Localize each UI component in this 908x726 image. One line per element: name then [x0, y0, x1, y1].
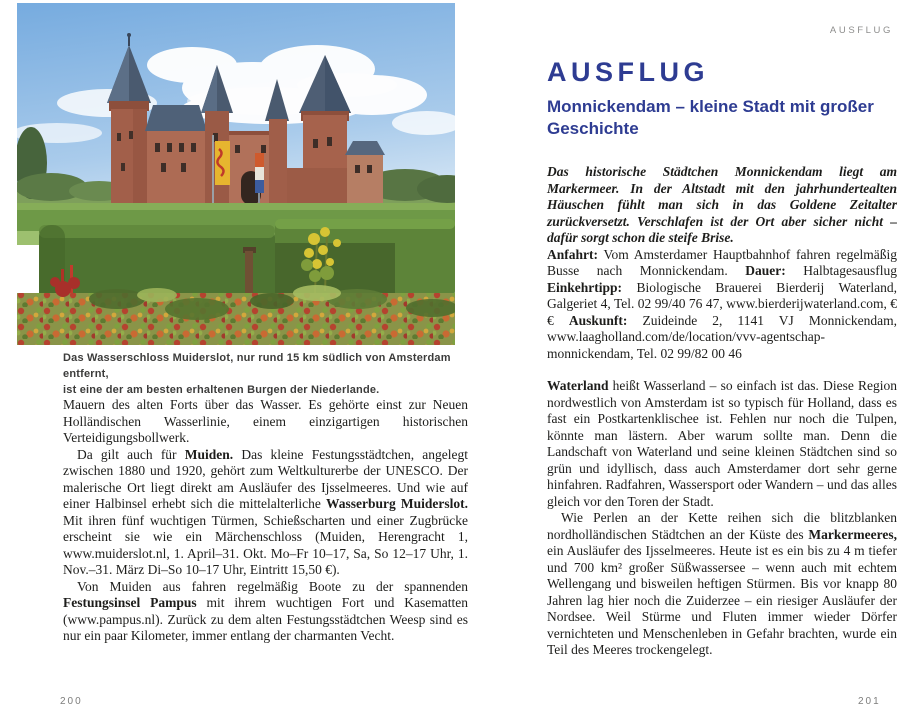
paragraph: Da gilt auch für Muiden. Das kleine Festungsstädtchen, angelegt zwischen 1880 und 1920, gehört zum Weltkulturerbe der UNESCO. Der malerische Ort liegt direkt am Ausläufer des Ijsselmeeres. Und wie auf einer Halbinsel erhebt sich die mittelalterliche Wasserburg Muiderslot. Mit ihren fünf wuchtigen Türmen, Schießscharten und einer Zugbrücke erscheint sie wie ein Märchenschloss (Muiden, Herengracht 1, www.muiderslot.nl, 1. April–31. Okt. Mo–Fr 10–17, Sa, So 12–17 Uhr, 1. Nov.–31. März Di–So 10–17 Uhr, Eintritt 15,50 €). [63, 446, 469, 577]
paragraph: Wie Perlen an der Kette reihen sich die blitzblanken nordholländischen Städtchen an der Küste des Markermeeres, ein Ausläufer des Ijsselmeeres. Heute ist es ein bis zu 4 m tiefer und 700 km² großer Süßwassersee – wenn auch mit echtem Wellengang und bisweilen heftigen Stürmen. Bis vor knapp 80 Jahren lag hier noch die Zuiderzee – ein riesiger Ausläufer der Nordsee. Weil Stürme und Fluten immer wieder Dörfer vernichteten und Menschenleben in Gefahr brachten, wurde ein Teil des Meeres trockengelegt. [547, 510, 897, 657]
page-number-left: 200 [60, 696, 83, 707]
info-block: Anfahrt: Vom Amsterdamer Hauptbahnhof fahren regelmäßig Busse nach Monnickendam. Dauer: Halbtagesausflug Einkehrtipp: Biologische Brauerei Bierderij Waterland, Galgeriet 4, Tel. 02 99/40 76 47, www.bierderijwaterland.com, €€ Auskunft: Zuideinde 2, 1141 VJ Monnickendam, www.laagholland.com/de/location/vvv-agentschap-monnickendam, Tel. 02 99/82 00 46 [547, 246, 897, 361]
page-title: AUSFLUG [547, 57, 709, 87]
intro-paragraph: Das historische Städtchen Monnickendam liegt am Markermeer. In der Altstadt mit den jahrhundertealten Häuschen fühlt man sich in das Goldene Zeitalter zurückversetzt. Verschlafen ist der Ort aber sicher nicht – dafür sorgt schon die steife Brise. [547, 164, 897, 245]
photo-caption [63, 350, 465, 398]
page-number-right: 201 [858, 696, 881, 707]
castle-photo-illustration [17, 3, 455, 345]
running-head: AUSFLUG [829, 25, 893, 36]
photo-caption-line: ist eine der am besten erhaltenen Burgen der Niederlande. [63, 384, 380, 396]
photo-caption-line: Das Wasserschloss Muiderslot, nur rund 15 km südlich von Amsterdam entfernt, [63, 352, 451, 380]
page-subtitle-line: Geschichte [547, 119, 639, 138]
paragraph: Mauern des alten Forts über das Wasser. Es gehörte einst zur Neuen Holländischen Wasserlinie, einem einzigartigen historischen Verteidigungsbollwerk. [63, 397, 468, 445]
left-text-column [63, 397, 468, 645]
page-subtitle [547, 96, 897, 140]
page-subtitle-line: Monnickendam – kleine Stadt mit großer [547, 97, 874, 116]
paragraph: Waterland heißt Wasserland – so einfach ist das. Diese Region nordwestlich von Amsterdam ist so typisch für Holland, dass es fast ein Postkartenklischee ist. Fehlen nur noch die Tulpen, könnte man lästern. Aber warum sollte man. Denn die Landschaft von Waterland und seine kleinen Städtchen sind so grün und idyllisch, dass auch Amsterdamer dort sehr gerne hinfahren. Radfahren, Wassersport oder Wandern – und das alles gleich vor den Toren der Stadt. [547, 378, 897, 509]
castle-photo [17, 3, 455, 345]
paragraph: Von Muiden aus fahren regelmäßig Boote zu der spannenden Festungsinsel Pampus mit ihrem wuchtigen Fort und Kasematten (www.pampus.nl). Zurück zu dem alten Festungsstädtchen Weesp sind es nur ein paar Kilometer, immer entlang der charmanten Vecht. [63, 578, 468, 643]
right-text-column [547, 57, 897, 659]
